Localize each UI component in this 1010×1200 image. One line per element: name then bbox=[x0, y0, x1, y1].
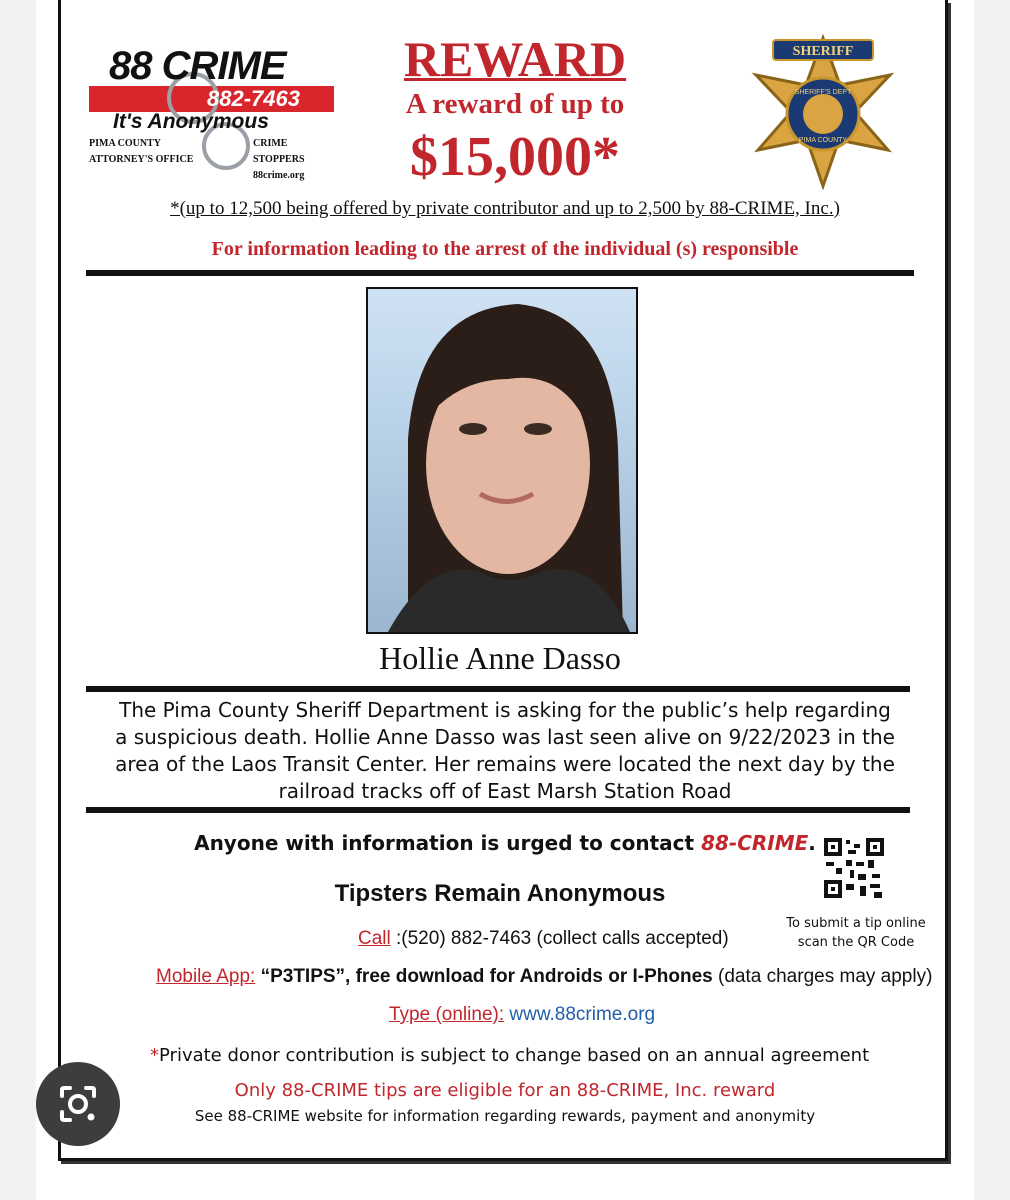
reward-breakdown-note: *(up to 12,500 being offered by private contributor and up to 2,500 by 88-CRIME, Inc.) bbox=[170, 198, 840, 219]
call-number[interactable]: :(520) 882-7463 bbox=[390, 928, 537, 949]
logo-left-text bbox=[89, 136, 193, 168]
divider-top bbox=[86, 270, 914, 276]
logo-left-line1: PIMA COUNTY bbox=[89, 138, 161, 149]
contact-88crime: 88-CRIME bbox=[701, 831, 809, 855]
88-crime-logo bbox=[89, 44, 337, 181]
eligibility-note: Only 88-CRIME tips are eligible for an 88-CRIME, Inc. reward bbox=[234, 1080, 776, 1101]
call-note: (collect calls accepted) bbox=[536, 928, 729, 949]
contact-prefix: Anyone with information is urged to contact bbox=[194, 831, 702, 855]
badge-ring-top: SHERIFF'S DEPT bbox=[794, 89, 852, 96]
divider-lower bbox=[86, 807, 910, 813]
call-line bbox=[358, 928, 729, 950]
mobile-label: Mobile App: bbox=[156, 966, 256, 987]
case-description: The Pima County Sheriff Department is asking for the public’s help regarding a suspicious death. Hollie Anne Dasso was last seen alive on 9/22/2023 in the area of the Laos Transit Center. Her remains were located the next day by the railroad tracks off of East Marsh Station Road bbox=[115, 698, 895, 803]
lens-search-icon bbox=[36, 1062, 120, 1146]
type-label: Type (online): bbox=[389, 1004, 505, 1025]
qr-caption-line2: scan the QR Code bbox=[797, 935, 915, 950]
private-text: Private donor contribution is subject to change based on an annual agreement bbox=[159, 1045, 870, 1066]
qr-caption-line1: To submit a tip online bbox=[786, 916, 926, 931]
divider-middle bbox=[86, 686, 910, 692]
badge-ring-bottom: PIMA COUNTY bbox=[798, 137, 848, 144]
victim-name: Hollie Anne Dasso bbox=[379, 640, 621, 676]
reward-title: REWARD bbox=[403, 31, 627, 87]
mobile-app-name: “P3TIPS”, free download for Androids or I-Phones bbox=[255, 966, 713, 987]
call-label: Call bbox=[358, 928, 391, 949]
private-star: * bbox=[150, 1045, 159, 1066]
mobile-app-line bbox=[156, 966, 933, 988]
logo-left-line2: ATTORNEY'S OFFICE bbox=[89, 154, 194, 165]
private-donor-note bbox=[150, 1045, 869, 1066]
logo-title: 88 CRIME bbox=[109, 44, 286, 88]
logo-phone: 882-7463 bbox=[207, 86, 300, 111]
qr-caption bbox=[776, 914, 936, 952]
logo-right-line2: 88crime.org bbox=[253, 170, 305, 181]
visual-search-button[interactable] bbox=[36, 1062, 120, 1146]
website-info-note: See 88-CRIME website for information regarding rewards, payment and anonymity bbox=[194, 1107, 816, 1125]
reward-subtitle: A reward of up to bbox=[405, 88, 625, 120]
info-line: For information leading to the arrest of the individual (s) responsible bbox=[211, 238, 799, 260]
logo-right-line1: CRIME STOPPERS bbox=[253, 138, 305, 165]
tipsters-anonymous: Tipsters Remain Anonymous bbox=[334, 880, 666, 907]
victim-photo bbox=[366, 287, 638, 634]
logo-right-text bbox=[253, 136, 337, 184]
type-online-line bbox=[389, 1004, 655, 1026]
mobile-note: (data charges may apply) bbox=[712, 966, 933, 987]
badge-banner: SHERIFF bbox=[792, 44, 854, 59]
qr-code-icon[interactable] bbox=[822, 836, 886, 900]
logo-tagline: It's Anonymous bbox=[113, 110, 269, 133]
reward-amount: $15,000* bbox=[410, 126, 620, 188]
sheriff-star-badge-icon bbox=[738, 30, 908, 190]
contact-suffix: . bbox=[808, 831, 816, 855]
contact-line bbox=[160, 831, 850, 855]
website-link[interactable]: www.88crime.org bbox=[504, 1004, 656, 1025]
portrait-illustration bbox=[368, 289, 636, 632]
